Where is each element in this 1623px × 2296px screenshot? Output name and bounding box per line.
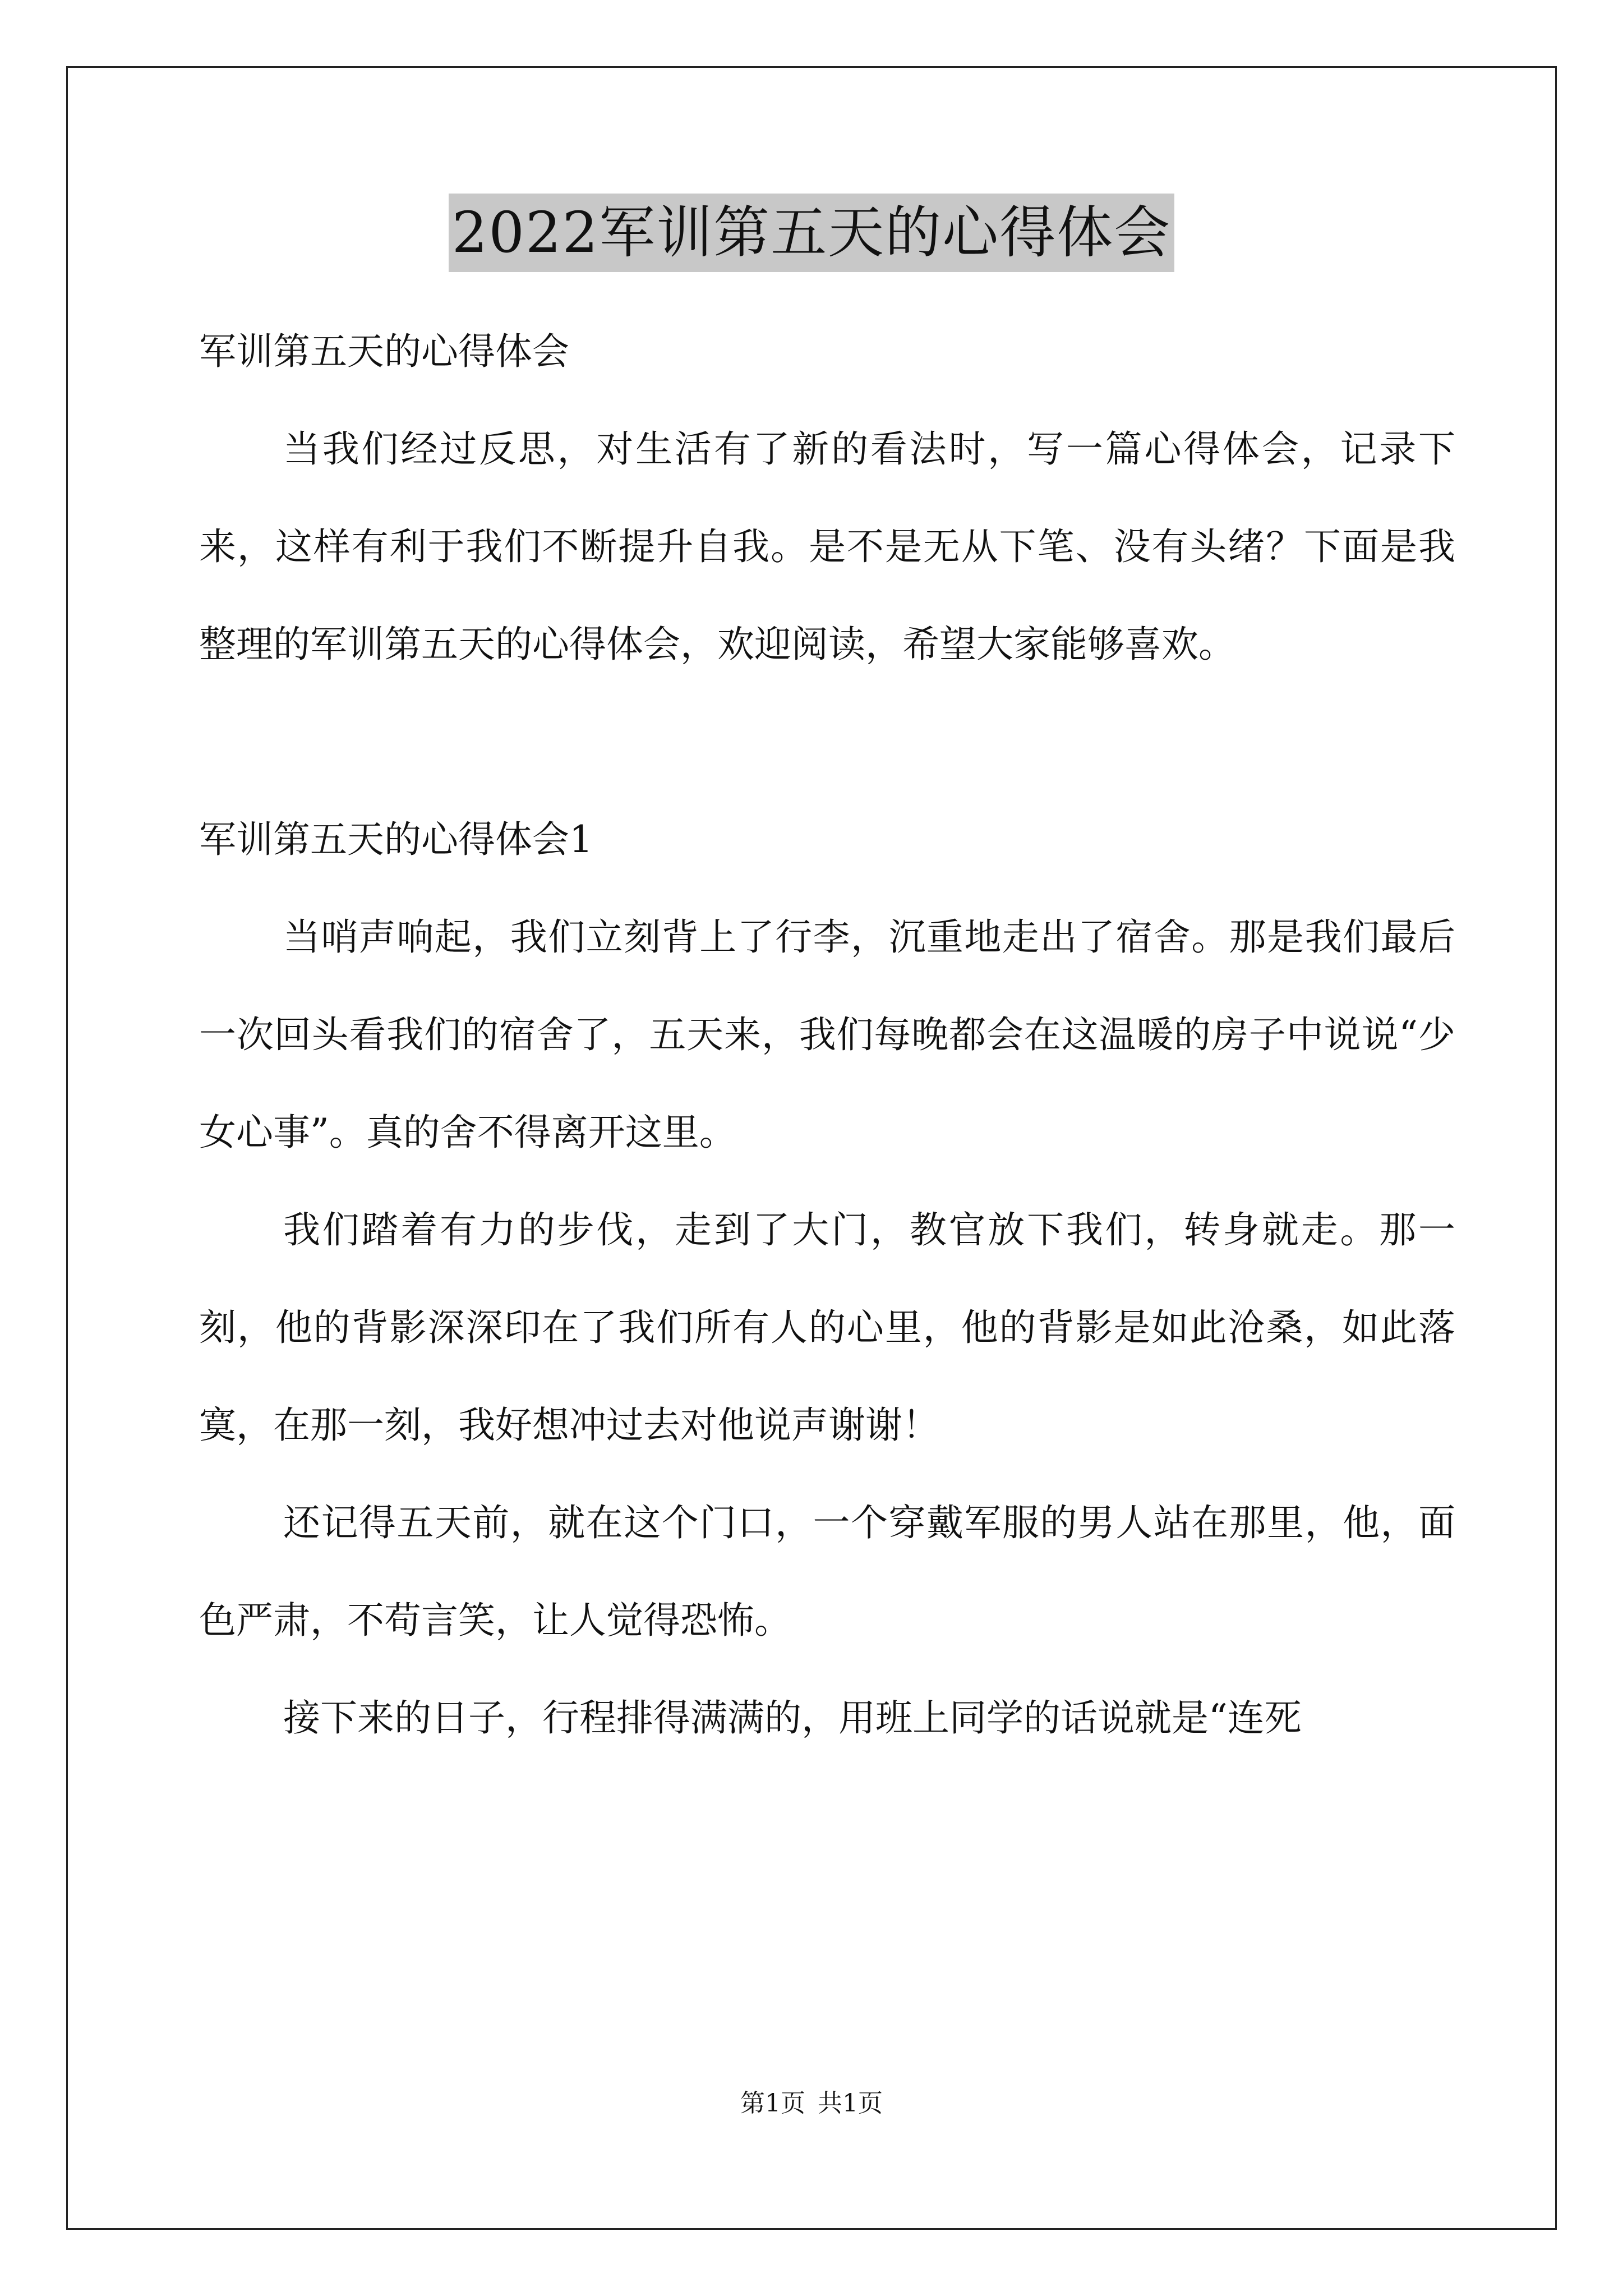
document-subtitle: 军训第五天的心得体会: [199, 330, 569, 373]
body-paragraph: 当哨声响起，我们立刻背上了行李，沉重地走出了宿舍。那是我们最后一次回头看我们的宿舍了，五天来，我们每晚都会在这温暖的房子中说说“少女心事”。真的舍不得离开这里。: [199, 915, 1455, 1154]
document-title: 2022军训第五天的心得体会: [449, 194, 1175, 272]
section-heading: 军训第五天的心得体会1: [199, 818, 593, 861]
body-paragraph: 还记得五天前，就在这个门口，一个穿戴军服的男人站在那里，他，面色严肃，不苟言笑，让人觉得恐怖。: [199, 1501, 1455, 1642]
body-paragraph: 接下来的日子，行程排得满满的，用班上同学的话说就是“连死: [283, 1696, 1302, 1740]
title-container: [0, 194, 1623, 272]
intro-paragraph: 当我们经过反思，对生活有了新的看法时，写一篇心得体会，记录下来，这样有利于我们不断提升自我。是不是无从下笔、没有头绪？下面是我整理的军训第五天的心得体会，欢迎阅读，希望大家能够喜欢。: [199, 427, 1455, 666]
body-paragraph: 我们踏着有力的步伐，走到了大门，教官放下我们，转身就走。那一刻，他的背影深深印在了我们所有人的心里，他的背影是如此沧桑，如此落寞，在那一刻，我好想冲过去对他说声谢谢！: [199, 1208, 1455, 1447]
page-footer: 第1页 共1页: [740, 2089, 883, 2118]
document-body: [199, 303, 1455, 1767]
section-spacer: [199, 693, 1455, 791]
